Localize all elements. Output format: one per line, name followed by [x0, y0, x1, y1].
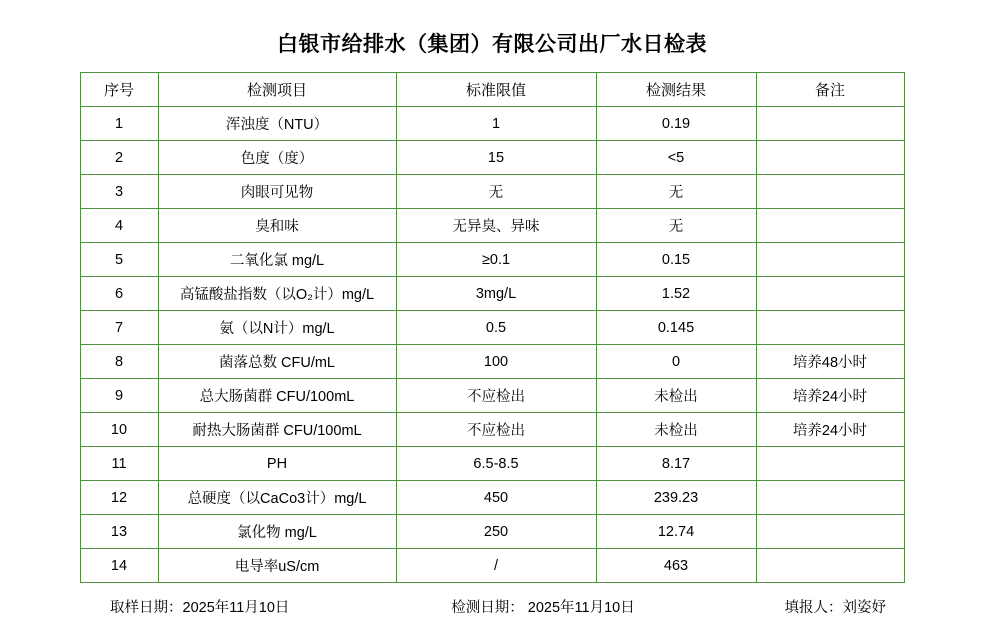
table-row [80, 277, 904, 311]
cell-item: 氨（以N计）mg/L [158, 311, 396, 345]
cell-no: 14 [80, 549, 158, 583]
cell-no: 5 [80, 243, 158, 277]
cell-item: 电导率uS/cm [158, 549, 396, 583]
cell-standard: 0.5 [396, 311, 596, 345]
cell-standard: 不应检出 [396, 379, 596, 413]
column-header-result: 检测结果 [596, 73, 756, 107]
table-row [80, 481, 904, 515]
table-body [80, 107, 904, 583]
table-row [80, 413, 904, 447]
page-title: 白银市给排水（集团）有限公司出厂水日检表 [277, 32, 707, 56]
water-quality-table [80, 72, 905, 583]
cell-note [756, 141, 904, 175]
table-row [80, 311, 904, 345]
cell-no: 10 [80, 413, 158, 447]
cell-standard: 3mg/L [396, 277, 596, 311]
cell-note [756, 447, 904, 481]
table-row [80, 107, 904, 141]
cell-result: 0.19 [596, 107, 756, 141]
cell-result: 8.17 [596, 447, 756, 481]
cell-standard: 1 [396, 107, 596, 141]
cell-item: 总硬度（以CaCo3计）mg/L [158, 481, 396, 515]
cell-result: 无 [596, 209, 756, 243]
cell-result: 未检出 [596, 413, 756, 447]
cell-result: 463 [596, 549, 756, 583]
cell-result: 239.23 [596, 481, 756, 515]
cell-note [756, 175, 904, 209]
cell-no: 4 [80, 209, 158, 243]
cell-item: 浑浊度（NTU） [158, 107, 396, 141]
table-row [80, 141, 904, 175]
table-row [80, 379, 904, 413]
table-row [80, 209, 904, 243]
cell-no: 9 [80, 379, 158, 413]
cell-no: 8 [80, 345, 158, 379]
reporter: 填报人：刘姿妤 [784, 600, 886, 616]
cell-note [756, 515, 904, 549]
cell-note: 培养24小时 [756, 413, 904, 447]
cell-no: 2 [80, 141, 158, 175]
cell-no: 13 [80, 515, 158, 549]
cell-standard: / [396, 549, 596, 583]
cell-note [756, 549, 904, 583]
table-row [80, 345, 904, 379]
cell-note: 培养24小时 [756, 379, 904, 413]
cell-result: 未检出 [596, 379, 756, 413]
cell-standard: 100 [396, 345, 596, 379]
cell-note [756, 311, 904, 345]
column-header-item: 检测项目 [158, 73, 396, 107]
cell-result: <5 [596, 141, 756, 175]
cell-standard: 6.5-8.5 [396, 447, 596, 481]
cell-no: 6 [80, 277, 158, 311]
cell-standard: ≥0.1 [396, 243, 596, 277]
cell-standard: 无异臭、异味 [396, 209, 596, 243]
cell-standard: 450 [396, 481, 596, 515]
cell-standard: 不应检出 [396, 413, 596, 447]
sampling-date: 取样日期：2025年11月10日 [110, 600, 290, 616]
cell-standard: 无 [396, 175, 596, 209]
cell-no: 7 [80, 311, 158, 345]
cell-standard: 15 [396, 141, 596, 175]
table-header-row [80, 73, 904, 107]
cell-no: 1 [80, 107, 158, 141]
cell-result: 0.15 [596, 243, 756, 277]
cell-item: 高锰酸盐指数（以O₂计）mg/L [158, 277, 396, 311]
cell-no: 11 [80, 447, 158, 481]
cell-no: 12 [80, 481, 158, 515]
table-row [80, 549, 904, 583]
cell-item: 肉眼可见物 [158, 175, 396, 209]
cell-standard: 250 [396, 515, 596, 549]
cell-note: 培养48小时 [756, 345, 904, 379]
cell-no: 3 [80, 175, 158, 209]
cell-note [756, 481, 904, 515]
testing-date: 检测日期： 2025年11月10日 [451, 600, 635, 616]
footer [80, 583, 904, 617]
column-header-no: 序号 [80, 73, 158, 107]
cell-result: 无 [596, 175, 756, 209]
cell-note [756, 243, 904, 277]
table-row [80, 243, 904, 277]
cell-result: 1.52 [596, 277, 756, 311]
cell-item: 总大肠菌群 CFU/100mL [158, 379, 396, 413]
cell-item: 色度（度） [158, 141, 396, 175]
cell-item: 菌落总数 CFU/mL [158, 345, 396, 379]
table-row [80, 515, 904, 549]
cell-item: 氯化物 mg/L [158, 515, 396, 549]
table-header [80, 73, 904, 107]
cell-result: 0.145 [596, 311, 756, 345]
cell-item: PH [158, 447, 396, 481]
column-header-standard: 标准限值 [396, 73, 596, 107]
cell-note [756, 277, 904, 311]
cell-item: 二氧化氯 mg/L [158, 243, 396, 277]
cell-result: 0 [596, 345, 756, 379]
column-header-note: 备注 [756, 73, 904, 107]
cell-item: 臭和味 [158, 209, 396, 243]
cell-note [756, 107, 904, 141]
cell-note [756, 209, 904, 243]
cell-item: 耐热大肠菌群 CFU/100mL [158, 413, 396, 447]
cell-result: 12.74 [596, 515, 756, 549]
table-row [80, 175, 904, 209]
table-row [80, 447, 904, 481]
